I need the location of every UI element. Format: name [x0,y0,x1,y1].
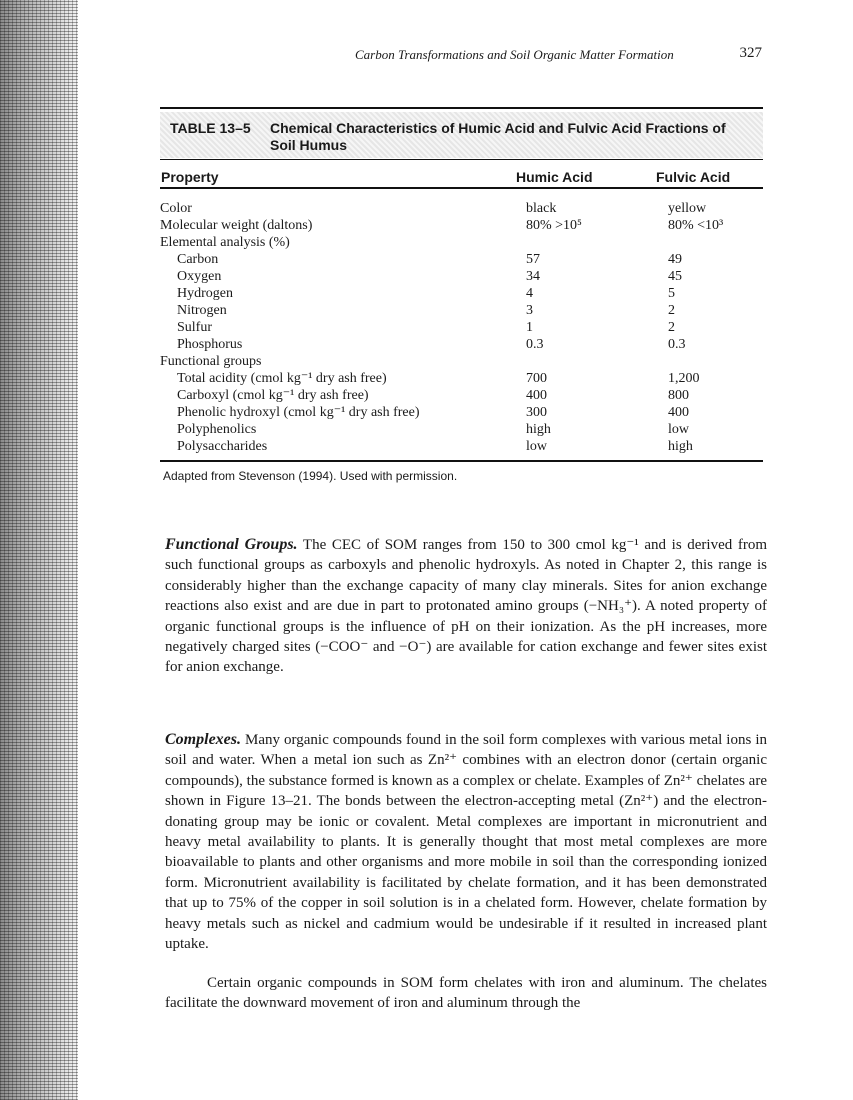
complexes-paragraph [165,730,767,954]
table-body [160,200,763,455]
fulvic-acid-cell: 49 [668,252,682,267]
table-top-rule [160,107,763,109]
table-row [160,319,763,336]
table-row [160,285,763,302]
running-head-title: Carbon Transformations and Soil Organic Matter Formation [355,47,674,62]
humic-acid-cell: 34 [526,269,540,284]
property-cell: Functional groups [160,354,262,369]
chelates-text: Certain organic compounds in SOM form chelates with iron and aluminum. The chelates facilitate the downward movement of iron and aluminum through the [165,975,767,1012]
table-row [160,302,763,319]
column-header-humic-acid: Humic Acid [516,169,593,185]
property-cell: Nitrogen [177,303,227,318]
table-source-note: Adapted from Stevenson (1994). Used with permission. [163,469,458,483]
header-bottom-rule [160,187,763,189]
property-cell: Molecular weight (daltons) [160,218,313,233]
property-cell: Sulfur [177,320,212,335]
table-row [160,438,763,455]
caption-bottom-rule [160,159,763,160]
property-cell: Color [160,201,192,216]
humic-acid-cell: 700 [526,371,547,386]
table-row [160,353,763,370]
fulvic-acid-cell: low [668,422,689,437]
humic-acid-cell: 1 [526,320,533,335]
complexes-text: Many organic compounds found in the soil form complexes with various metal ions in soil and water. When a metal ion such as Zn²⁺ combines with an electron donor (certain organic compounds), the substance formed is known as a complex or chelate. Examples of Zn²⁺ chelates are shown in Figure 13–21. The bonds between the electron-accepting metal (Zn²⁺) and the electron-donating group may be ionic or covalent. Metal complexes are important in micronutrient and heavy metal availability to plants. It is generally thought that most metal complexes are more bioavailable to plants and other organisms and more mobile in soil than the corresponding ionized form. Micronutrient availability is facilitated by chelate formation, and it has been demonstrated that up to 75% of the copper in soil solution is in a chelated form. However, chelate formation by heavy metals such as nickel and cadmium would be undesirable if it resulted in increased plant uptake. [165,732,767,953]
property-cell: Phosphorus [177,337,243,352]
table-row [160,234,763,251]
fulvic-acid-cell: 45 [668,269,682,284]
humic-acid-cell: high [526,422,551,437]
running-head [355,47,765,67]
table-row [160,217,763,234]
fulvic-acid-cell: 2 [668,303,675,318]
table-row [160,370,763,387]
table-bottom-rule [160,460,763,462]
fulvic-acid-cell: 2 [668,320,675,335]
functional-groups-heading: Functional Groups. [165,536,298,553]
functional-groups-paragraph [165,535,767,678]
scan-gutter-shadow [0,0,78,1100]
property-cell: Oxygen [177,269,222,284]
property-cell: Phenolic hydroxyl (cmol kg⁻¹ dry ash free) [177,405,420,420]
table-row [160,268,763,285]
column-header-property: Property [161,169,219,185]
fulvic-acid-cell: 80% <10³ [668,218,724,233]
property-cell: Hydrogen [177,286,233,301]
table-label: TABLE 13–5 [170,120,251,136]
humic-acid-cell: 3 [526,303,533,318]
humic-acid-cell: 400 [526,388,547,403]
property-cell: Carboxyl (cmol kg⁻¹ dry ash free) [177,388,369,403]
table-row [160,387,763,404]
column-header-fulvic-acid: Fulvic Acid [656,169,731,185]
fulvic-acid-cell: yellow [668,201,707,216]
humic-acid-cell: low [526,439,547,454]
complexes-heading: Complexes. [165,731,241,748]
fulvic-acid-cell: high [668,439,693,454]
table-row [160,200,763,217]
humic-acid-cell: 300 [526,405,547,420]
fulvic-acid-cell: 400 [668,405,689,420]
property-cell: Polyphenolics [177,422,257,437]
table-row [160,404,763,421]
humic-acid-cell: 57 [526,252,540,267]
table-row [160,421,763,438]
property-cell: Polysaccharides [177,439,268,454]
property-cell: Elemental analysis (%) [160,235,290,250]
table-caption [160,112,763,158]
chelates-paragraph [165,973,767,1014]
humic-acid-cell: 80% >10⁵ [526,218,582,233]
functional-groups-text: The CEC of SOM ranges from 150 to 300 cmol kg⁻¹ and is derived from such functional groups as carboxyls and phenolic hydroxyls. As noted in Chapter 2, this range is considerably higher than the exchange capacity of many clay minerals. Sites for anion exchange reactions also exist and are due in part to protonated amino groups (−NH₃⁺). A noted property of organic functional groups is the influence of pH on their ionization. As the pH increases, more negatively charged sites (−COO⁻ and −O⁻) are available for cation exchange and fewer sites exist for anion exchange. [165,537,767,676]
table-row [160,336,763,353]
property-cell: Total acidity (cmol kg⁻¹ dry ash free) [177,371,387,386]
page-number: 327 [739,45,762,61]
table-row [160,251,763,268]
fulvic-acid-cell: 0.3 [668,337,686,352]
humic-acid-cell: 0.3 [526,337,544,352]
table-title: Chemical Characteristics of Humic Acid and Fulvic Acid Fractions of Soil Humus [270,120,726,153]
fulvic-acid-cell: 5 [668,286,675,301]
property-cell: Carbon [177,252,219,267]
fulvic-acid-cell: 800 [668,388,689,403]
humic-acid-cell: black [526,201,557,216]
fulvic-acid-cell: 1,200 [668,371,700,386]
humic-acid-cell: 4 [526,286,533,301]
